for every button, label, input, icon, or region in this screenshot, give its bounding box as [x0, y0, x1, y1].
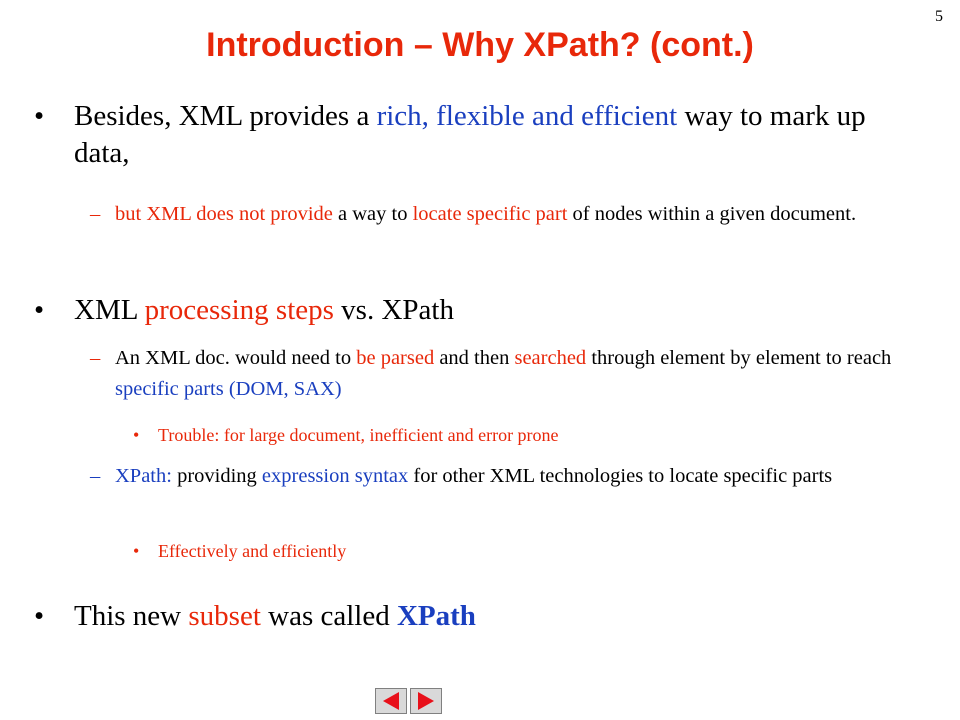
text-run-highlight: does not provide: [196, 203, 333, 225]
arrow-left-icon: [376, 689, 406, 713]
slide-title: Introduction – Why XPath? (cont.): [206, 26, 754, 64]
sub-bullet-text: [115, 199, 920, 230]
text-run-highlight: but XML: [115, 203, 197, 225]
text-run: XML: [74, 294, 145, 326]
bullet-marker: •: [133, 541, 140, 561]
bullet-marker: •: [34, 600, 45, 632]
text-run: This new: [74, 600, 189, 632]
bullet-text: [74, 292, 914, 329]
text-run: way to mark up data,: [74, 100, 866, 169]
sub-bullet-text: [115, 461, 920, 492]
text-run: Besides, XML provides a: [74, 100, 377, 132]
sub-bullet-item: [90, 461, 920, 492]
sub-sub-bullet-item: [133, 539, 913, 563]
bullet-item: [34, 98, 914, 172]
text-run-highlight: subset: [188, 600, 261, 632]
sub-sub-bullet-text: Trouble: for large document, inefficient and error prone: [158, 425, 559, 445]
text-run-highlight: XPath: [396, 600, 476, 632]
text-run: a way to: [332, 203, 413, 225]
bullet-item: [34, 598, 914, 635]
text-run-highlight: rich, flexible and efficient: [376, 100, 678, 132]
sub-bullet-item: [90, 343, 920, 405]
text-run: of nodes within a given document.: [567, 203, 857, 225]
page-number: 5: [935, 8, 943, 25]
sub-bullet-item: [90, 199, 920, 230]
text-run: was called: [260, 600, 397, 632]
bullet-text: [74, 98, 914, 172]
text-run: through element by element to reach: [586, 347, 892, 369]
next-slide-button[interactable]: [410, 688, 442, 714]
text-run-highlight: expression syntax: [261, 465, 409, 487]
text-run-highlight: specific parts (DOM, SAX): [115, 378, 342, 400]
text-run: providing: [171, 465, 262, 487]
bullet-marker: •: [133, 425, 140, 445]
dash-marker: –: [90, 347, 101, 369]
text-run: An XML doc. would need to: [115, 347, 357, 369]
sub-sub-bullet-text: Effectively and efficiently: [158, 541, 347, 561]
text-run-highlight: XPath:: [115, 465, 172, 487]
text-run: vs. XPath: [333, 294, 454, 326]
text-run-highlight: processing steps: [144, 294, 334, 326]
sub-bullet-text: [115, 343, 920, 405]
text-run-highlight: searched: [514, 347, 587, 369]
arrow-right-icon: [411, 689, 441, 713]
text-run: for other XML technologies to locate specific parts: [408, 465, 833, 487]
previous-slide-button[interactable]: [375, 688, 407, 714]
bullet-marker: •: [34, 100, 45, 132]
sub-sub-bullet-item: [133, 423, 913, 447]
dash-marker: –: [90, 465, 101, 487]
text-run-highlight: locate specific part: [412, 203, 568, 225]
text-run-highlight: be parsed: [356, 347, 435, 369]
bullet-marker: •: [34, 294, 45, 326]
bullet-item: [34, 292, 914, 329]
text-run: and then: [434, 347, 515, 369]
dash-marker: –: [90, 203, 101, 225]
bullet-text: [74, 598, 914, 635]
